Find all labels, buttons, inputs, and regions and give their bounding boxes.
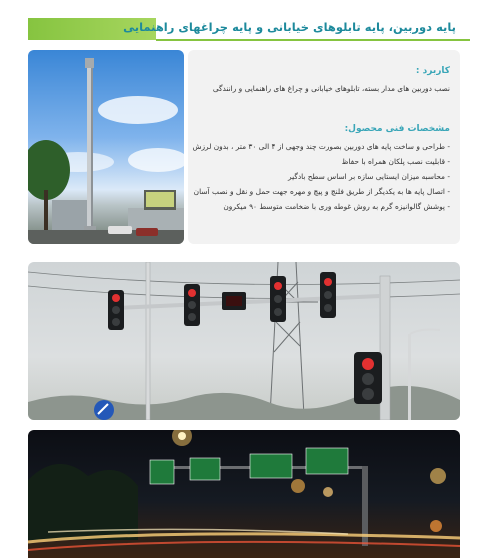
page-title: پایه دوربین، پایه تابلوهای خیابانی و پایه چراغهای راهنمایی xyxy=(123,20,456,34)
specs-heading: مشخصات فنی محصول: xyxy=(344,124,450,134)
info-panel xyxy=(188,50,460,244)
camera-pole-photo xyxy=(28,50,184,244)
traffic-light-photo xyxy=(28,262,460,420)
spec-item: - محاسبه میزان ایستایی سازه بر اساس سطح بادگیر xyxy=(288,172,450,181)
usage-heading: کاربرد : xyxy=(415,66,450,76)
street-sign-photo xyxy=(28,430,460,558)
spec-item: - اتصال پایه ها به یکدیگر از طریق فلنچ و پیچ و مهره جهت حمل و نقل و نصب آسان xyxy=(193,187,450,196)
spec-item: - طراحی و ساخت پایه های دوربین بصورت چند وجهی از ۴ الی ۳۰ متر ، بدون لرزش xyxy=(192,142,450,151)
spec-item: - پوشش گالوانیزه گرم به روش غوطه وری با ضخامت متوسط ۹۰ میکرون xyxy=(223,202,450,211)
usage-text: نصب دوربین های مدار بسته، تابلوهای خیابانی و چراغ های راهنمایی و رانندگی xyxy=(212,84,450,93)
spec-item: - قابلیت نصب پلکان همراه با حفاظ xyxy=(341,157,450,166)
section-header xyxy=(28,16,470,34)
header-rule xyxy=(156,39,470,41)
